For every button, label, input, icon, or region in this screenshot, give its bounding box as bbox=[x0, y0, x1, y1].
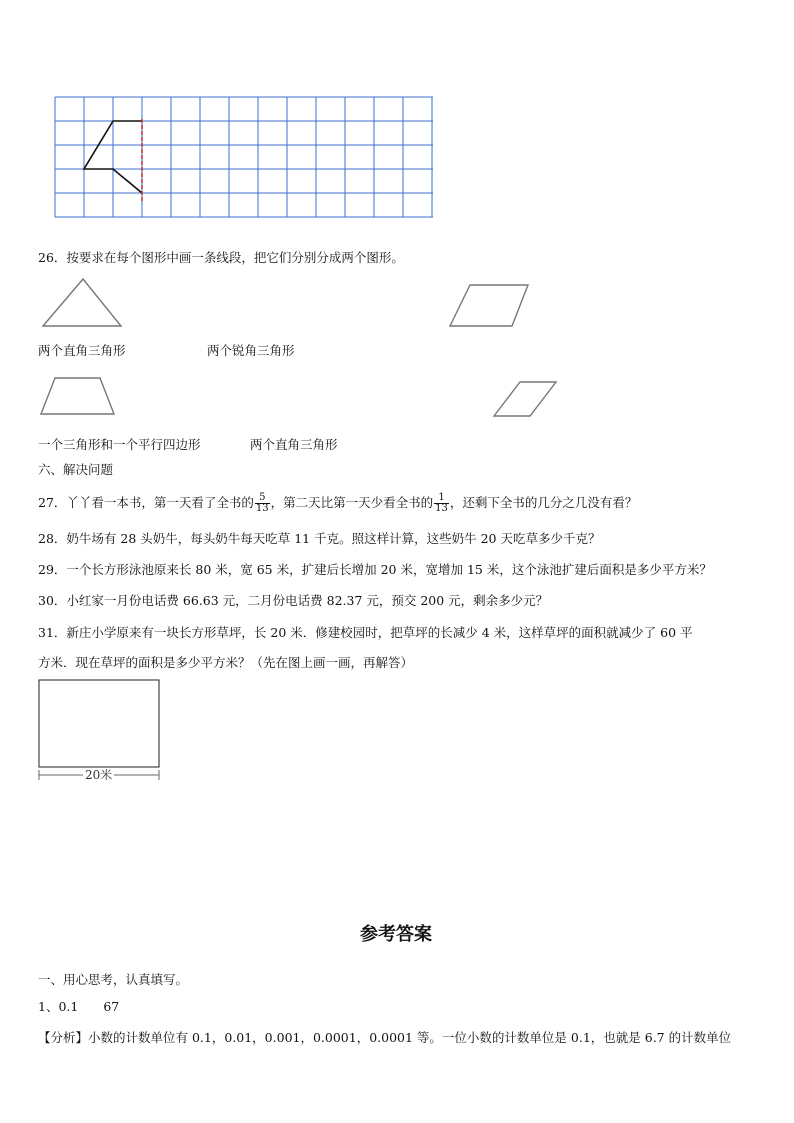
q27-part3: ，还剩下全书的几分之几没有看？ bbox=[449, 495, 638, 510]
section-heading-6: 六、解决问题 bbox=[38, 462, 114, 477]
q31-line1: 31．新庄小学原来有一块长方形草坪，长 20 米．修建校园时，把草坪的长减少 4 米，这样草坪的面积就减少了 60 平 bbox=[38, 625, 693, 640]
frac1-numerator: 5 bbox=[255, 493, 270, 504]
label-triangle-and-parallelogram: 一个三角形和一个平行四边形 bbox=[38, 437, 201, 452]
q26-text: 26．按要求在每个图形中画一条线段，把它们分别分成两个图形。 bbox=[38, 250, 404, 265]
q27-text bbox=[38, 486, 637, 520]
q29-text: 29．一个长方形泳池原来长 80 米，宽 65 米，扩建后长增加 20 米，宽增加 15 米，这个泳池扩建后面积是多少平方米？ bbox=[38, 562, 712, 577]
answers-title: 参考答案 bbox=[360, 924, 432, 945]
q30-text: 30．小红家一月份电话费 66.63 元，二月份电话费 82.37 元，预交 200 元，剩余多少元？ bbox=[38, 593, 549, 608]
frac2-numerator: 1 bbox=[434, 493, 449, 504]
label-two-right-triangles-b: 两个直角三角形 bbox=[250, 437, 338, 452]
parallelogram-figure-b bbox=[490, 378, 560, 420]
fraction-5-13 bbox=[255, 493, 270, 514]
answers-section1: 一、用心思考，认真填写。 bbox=[38, 972, 189, 987]
grid-figure bbox=[50, 92, 440, 222]
parallelogram-figure-a bbox=[446, 282, 532, 330]
trapezoid-figure bbox=[38, 374, 118, 418]
grid-lines bbox=[55, 97, 433, 217]
q28-text: 28．奶牛场有 28 头奶牛，每头奶牛每天吃草 11 千克。照这样计算，这些奶牛 20 天吃草多少千克？ bbox=[38, 531, 601, 546]
q27-part1: 27．丫丫看一本书，第一天看了全书的 bbox=[38, 495, 254, 510]
fraction-1-13 bbox=[434, 493, 449, 514]
answer-1: 1、0.1 67 bbox=[38, 999, 120, 1014]
triangle-figure bbox=[40, 276, 126, 330]
answer-1-analysis: 【分析】小数的计数单位有 0.1，0.01，0.001，0.0001，0.0001 等。一位小数的计数单位是 0.1，也就是 6.7 的计数单位 bbox=[38, 1030, 732, 1045]
q31-line2: 方米．现在草坪的面积是多少平方米？（先在图上画一画，再解答） bbox=[38, 655, 414, 670]
frac2-denominator: 13 bbox=[435, 503, 448, 514]
label-two-right-triangles-a: 两个直角三角形 bbox=[38, 343, 126, 358]
label-two-acute-triangles: 两个锐角三角形 bbox=[207, 343, 295, 358]
dimension-label: 20米 bbox=[85, 768, 113, 782]
frac1-denominator: 13 bbox=[255, 503, 269, 514]
q27-part2: ，第二天比第一天少看全书的 bbox=[270, 495, 434, 510]
